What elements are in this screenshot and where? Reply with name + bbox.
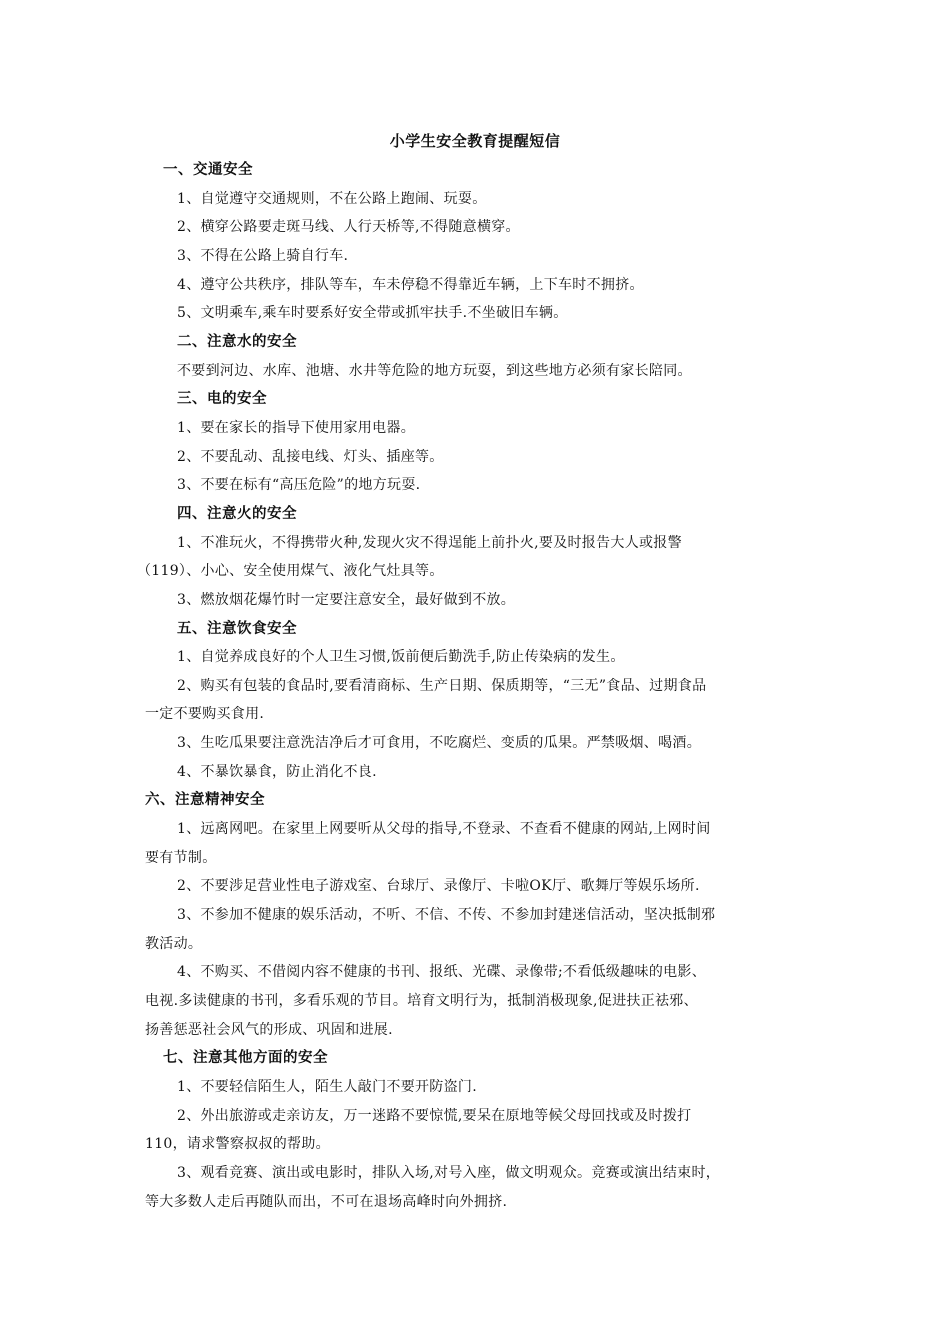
- section-heading: 六、注意精神安全: [145, 792, 265, 809]
- paragraph-continuation: 要有节制。: [145, 849, 217, 866]
- paragraph: 2、不要涉足营业性电子游戏室、台球厅、录像厅、卡啦OK厅、歌舞厅等娱乐场所.: [177, 878, 700, 895]
- paragraph: 2、横穿公路要走斑马线、人行天桥等,不得随意横穿。: [177, 219, 520, 236]
- paragraph-continuation: 一定不要购买食用.: [145, 706, 265, 723]
- paragraph: 4、遵守公共秩序，排队等车，车未停稳不得靠近车辆，上下车时不拥挤。: [177, 276, 644, 293]
- section-heading: 七、注意其他方面的安全: [163, 1050, 328, 1067]
- paragraph: 1、远离网吧。在家里上网要听从父母的指导,不登录、不查看不健康的网站,上网时间: [177, 821, 711, 838]
- paragraph: 3、生吃瓜果要注意洗洁净后才可食用，不吃腐烂、变质的瓜果。严禁吸烟、喝酒。: [177, 735, 702, 752]
- document-body: [137, 156, 815, 1216]
- paragraph: 2、购买有包装的食品时,要看清商标、生产日期、保质期等，“三无”食品、过期食品: [177, 677, 707, 694]
- paragraph: 1、自觉遵守交通规则，不在公路上跑闹、玩耍。: [177, 190, 487, 207]
- section-heading: 四、注意火的安全: [177, 505, 297, 522]
- paragraph: 4、不暴饮暴食，防止消化不良.: [177, 763, 377, 780]
- paragraph: 2、外出旅游或走亲访友，万一迷路不要惊慌,要呆在原地等候父母回找或及时拨打: [177, 1107, 692, 1124]
- paragraph-continuation: （119）、小心、安全使用煤气、液化气灶具等。: [137, 563, 444, 580]
- paragraph: 1、自觉养成良好的个人卫生习惯,饭前便后勤洗手,防止传染病的发生。: [177, 649, 625, 666]
- paragraph: 1、要在家长的指导下使用家用电器。: [177, 419, 416, 436]
- section-heading: 一、交通安全: [163, 162, 253, 178]
- paragraph-continuation: 电视.多读健康的书刊，多看乐观的节目。培育文明行为，抵制消极现象,促进扶正祛邪、: [145, 993, 698, 1010]
- paragraph: 2、不要乱动、乱接电线、灯头、插座等。: [177, 448, 444, 465]
- paragraph: 不要到河边、水库、池塘、水井等危险的地方玩耍，到这些地方必须有家长陪同。: [177, 362, 692, 379]
- paragraph-continuation: 等大多数人走后再随队而出，不可在退场高峰时向外拥挤.: [145, 1193, 508, 1210]
- section-heading: 三、电的安全: [177, 391, 267, 408]
- section-heading: 五、注意饮食安全: [177, 620, 297, 637]
- paragraph: 5、文明乘车,乘车时要系好安全带或抓牢扶手.不坐破旧车辆。: [177, 305, 568, 322]
- paragraph: 3、观看竞赛、演出或电影时，排队入场,对号入座，做文明观众。竞赛或演出结束时，: [177, 1164, 721, 1181]
- paragraph: 3、不参加不健康的娱乐活动，不听、不信、不传、不参加封建迷信活动，坚决抵制邪: [177, 907, 716, 924]
- paragraph: 1、不要轻信陌生人，陌生人敲门不要开防盗门.: [177, 1079, 477, 1095]
- paragraph-continuation: 扬善惩恶社会风气的形成、巩固和进展.: [145, 1021, 393, 1038]
- paragraph-continuation: 110，请求警察叔叔的帮助。: [145, 1136, 330, 1153]
- paragraph: 3、不得在公路上骑自行车.: [177, 247, 349, 264]
- paragraph: 4、不购买、不借阅内容不健康的书刊、报纸、光碟、录像带;不看低级趣味的电影、: [177, 964, 707, 981]
- paragraph: 3、不要在标有“高压危险”的地方玩耍.: [177, 477, 421, 494]
- document-title: 小学生安全教育提醒短信: [389, 132, 561, 150]
- paragraph: 1、不准玩火，不得携带火种,发现火灾不得逞能上前扑火,要及时报告大人或报警: [177, 534, 682, 551]
- paragraph: 3、燃放烟花爆竹时一定要注意安全，最好做到不放。: [177, 591, 516, 608]
- section-heading: 二、注意水的安全: [177, 333, 297, 350]
- paragraph-continuation: 教活动。: [145, 935, 203, 952]
